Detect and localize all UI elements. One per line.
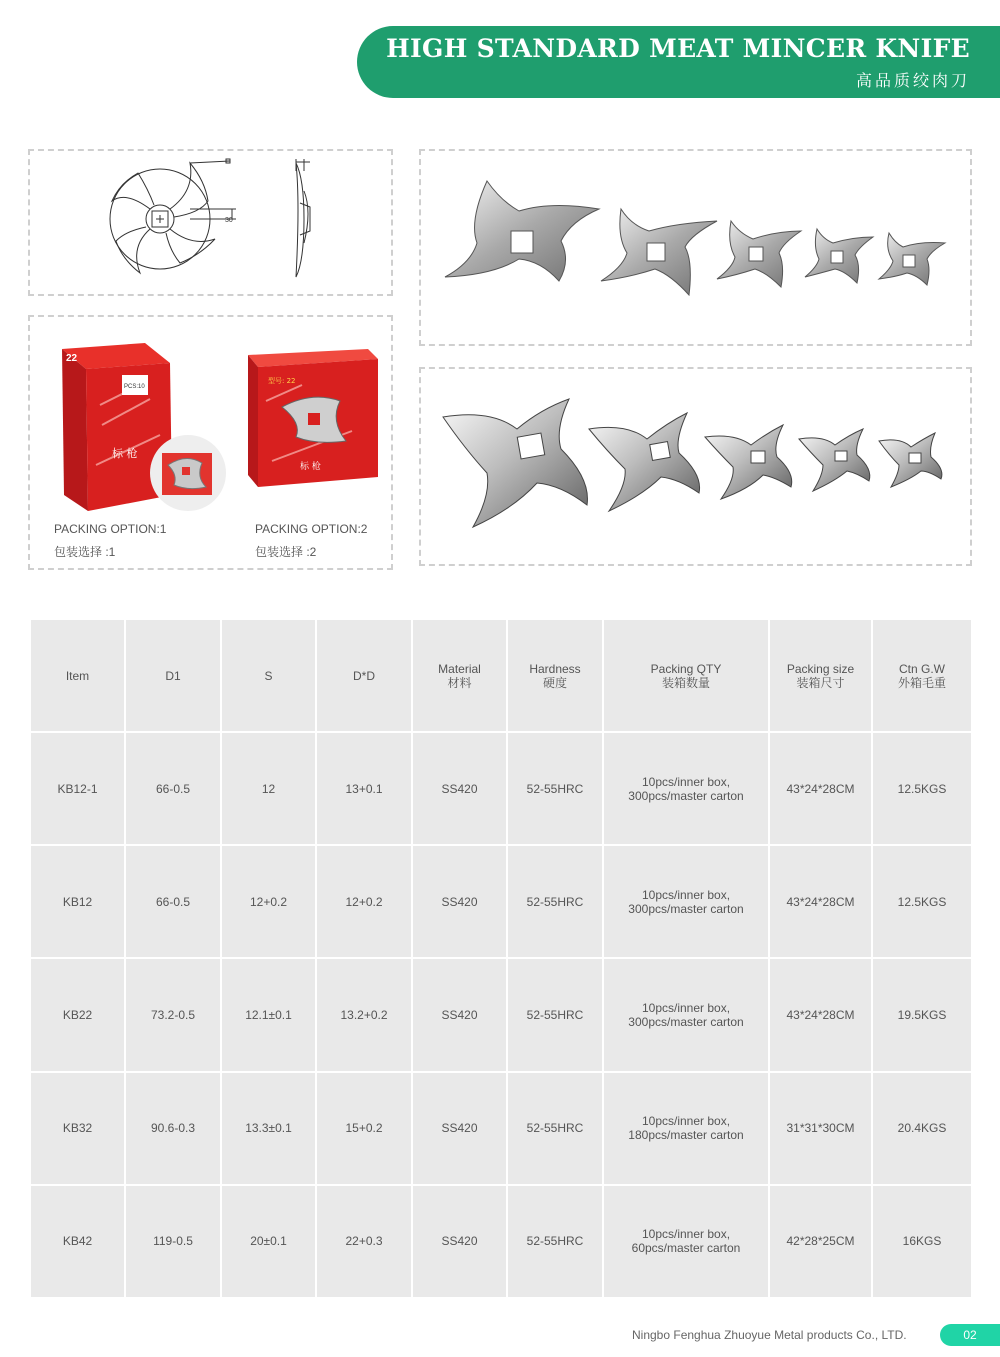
cell-dd: 15+0.2 xyxy=(316,1072,412,1185)
packing-option-1-en: PACKING OPTION:1 xyxy=(54,522,167,536)
cell-item: KB12 xyxy=(30,845,125,958)
packing-box-2 xyxy=(242,341,392,491)
knives-photo-panel-bottom xyxy=(419,367,972,566)
box1-model: 22 xyxy=(66,353,78,364)
header-d1: D1 xyxy=(125,619,221,732)
cell-hardness: 52-55HRC xyxy=(507,845,603,958)
packing-panel xyxy=(28,315,393,570)
cell-material: SS420 xyxy=(412,958,507,1071)
cell-dd: 13+0.1 xyxy=(316,732,412,845)
cell-gw: 12.5KGS xyxy=(872,732,972,845)
cell-s: 12+0.2 xyxy=(221,845,316,958)
cell-packing-size: 43*24*28CM xyxy=(769,732,872,845)
cell-packing-qty: 10pcs/inner box, 300pcs/master carton xyxy=(603,732,769,845)
cell-material: SS420 xyxy=(412,1072,507,1185)
cell-gw: 12.5KGS xyxy=(872,845,972,958)
header-packing-size: Packing size 装箱尺寸 xyxy=(769,619,872,732)
cell-d1: 66-0.5 xyxy=(125,732,221,845)
cell-material: SS420 xyxy=(412,1185,507,1298)
header-ctn-gw: Ctn G.W 外箱毛重 xyxy=(872,619,972,732)
header-dd: D*D xyxy=(316,619,412,732)
cell-d1: 66-0.5 xyxy=(125,845,221,958)
packing-option-2-cn: 包装选择 :2 xyxy=(255,545,317,559)
table-row xyxy=(30,1072,972,1185)
knives-photo-panel-top xyxy=(419,149,972,346)
cell-packing-size: 43*24*28CM xyxy=(769,845,872,958)
cell-packing-size: 42*28*25CM xyxy=(769,1185,872,1298)
cell-packing-size: 31*31*30CM xyxy=(769,1072,872,1185)
knives-photo-top xyxy=(421,151,970,344)
cell-item: KB42 xyxy=(30,1185,125,1298)
cell-hardness: 52-55HRC xyxy=(507,732,603,845)
table-header-row xyxy=(30,619,972,732)
specification-table xyxy=(29,618,973,1299)
cell-s: 12.1±0.1 xyxy=(221,958,316,1071)
cell-d1: 119-0.5 xyxy=(125,1185,221,1298)
box2-brand: 标 枪 xyxy=(300,462,321,472)
page-number: 02 xyxy=(940,1324,1000,1346)
cell-dd: 12+0.2 xyxy=(316,845,412,958)
cell-gw: 16KGS xyxy=(872,1185,972,1298)
cell-dd: 13.2+0.2 xyxy=(316,958,412,1071)
cell-packing-size: 43*24*28CM xyxy=(769,958,872,1071)
header-s: S xyxy=(221,619,316,732)
cell-s: 20±0.1 xyxy=(221,1185,316,1298)
cell-gw: 19.5KGS xyxy=(872,958,972,1071)
table-row xyxy=(30,845,972,958)
page-subtitle: 高品质绞肉刀 xyxy=(855,73,970,90)
cell-material: SS420 xyxy=(412,732,507,845)
header-material: Material 材料 xyxy=(412,619,507,732)
cell-s: 13.3±0.1 xyxy=(221,1072,316,1185)
header-hardness: Hardness 硬度 xyxy=(507,619,603,732)
header-packing-qty: Packing QTY 装箱数量 xyxy=(603,619,769,732)
cell-material: SS420 xyxy=(412,845,507,958)
box1-pcs-label: PCS:10 xyxy=(124,384,145,390)
cell-hardness: 52-55HRC xyxy=(507,958,603,1071)
cell-dd: 22+0.3 xyxy=(316,1185,412,1298)
cell-d1: 73.2-0.5 xyxy=(125,958,221,1071)
packing-option-1-cn: 包装选择 :1 xyxy=(54,545,116,559)
table-row xyxy=(30,732,972,845)
title-banner xyxy=(357,26,1000,98)
table-row xyxy=(30,958,972,1071)
box2-model-label: 型号: 22 xyxy=(268,377,296,385)
table-row xyxy=(30,1185,972,1298)
dimension-label: 30 xyxy=(225,217,233,224)
cell-d1: 90.6-0.3 xyxy=(125,1072,221,1185)
cell-gw: 20.4KGS xyxy=(872,1072,972,1185)
footer-company: Ningbo Fenghua Zhuoyue Metal products Co., LTD. xyxy=(632,1328,907,1342)
cell-s: 12 xyxy=(221,732,316,845)
page-title: HIGH STANDARD MEAT MINCER KNIFE xyxy=(386,34,970,63)
knives-photo-bottom xyxy=(421,369,970,564)
cell-packing-qty: 10pcs/inner box, 180pcs/master carton xyxy=(603,1072,769,1185)
packing-box-1 xyxy=(50,335,250,515)
drawing-panel xyxy=(28,149,393,296)
cell-item: KB22 xyxy=(30,958,125,1071)
technical-drawing xyxy=(30,151,391,294)
cell-hardness: 52-55HRC xyxy=(507,1185,603,1298)
cell-packing-qty: 10pcs/inner box, 300pcs/master carton xyxy=(603,958,769,1071)
cell-item: KB12-1 xyxy=(30,732,125,845)
packing-option-2-en: PACKING OPTION:2 xyxy=(255,522,368,536)
box1-brand: 标 枪 xyxy=(112,447,138,460)
cell-hardness: 52-55HRC xyxy=(507,1072,603,1185)
cell-packing-qty: 10pcs/inner box, 60pcs/master carton xyxy=(603,1185,769,1298)
header-item: Item xyxy=(30,619,125,732)
cell-packing-qty: 10pcs/inner box, 300pcs/master carton xyxy=(603,845,769,958)
cell-item: KB32 xyxy=(30,1072,125,1185)
